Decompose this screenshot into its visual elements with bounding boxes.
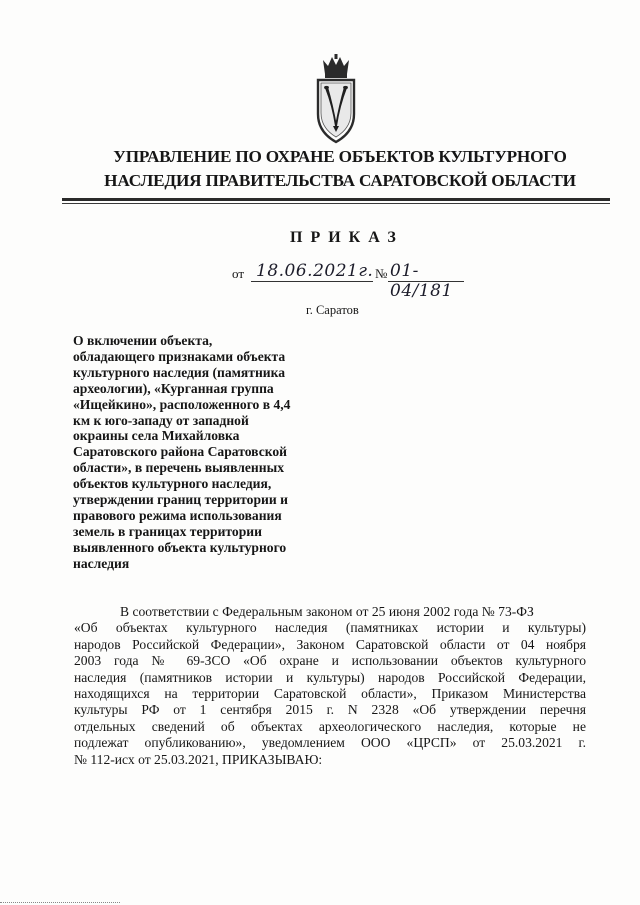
subject-line: км к юго-западу от западной bbox=[73, 412, 249, 428]
body-line: находящихся на территории Саратовской области», Приказом Министерства bbox=[74, 686, 586, 702]
authority-name-line-1: УПРАВЛЕНИЕ ПО ОХРАНЕ ОБЪЕКТОВ КУЛЬТУРНОГО bbox=[113, 147, 567, 166]
body-line: наследия (памятников истории и культуры) народов Российской Федерации, bbox=[74, 669, 586, 685]
subject-line: земель в границах территории bbox=[73, 523, 262, 539]
issue-city: г. Саратов bbox=[306, 303, 359, 317]
order-subject bbox=[73, 333, 373, 572]
body-line: 2003 года № 69-ЗСО «Об охране и использовании объектов культурного bbox=[74, 653, 586, 669]
order-body bbox=[74, 604, 586, 768]
subject-line: правового режима использования bbox=[73, 507, 282, 523]
body-line: отдельных сведений об объектах археологического наследия, которые не bbox=[74, 718, 586, 734]
body-line: № 112-исх от 25.03.2021, ПРИКАЗЫВАЮ: bbox=[74, 751, 323, 767]
subject-line: О включении объекта, bbox=[73, 333, 213, 348]
subject-line: выявленного объекта культурного bbox=[73, 539, 287, 555]
subject-line: объектов культурного наследия, bbox=[73, 476, 272, 492]
authority-name-line-2: НАСЛЕДИЯ ПРАВИТЕЛЬСТВА САРАТОВСКОЙ ОБЛАСТИ bbox=[104, 171, 576, 190]
body-line: В соответствии с Федеральным законом от 25 июня 2002 года № 73-ФЗ bbox=[120, 604, 534, 619]
document-type-title: ПРИКАЗ bbox=[290, 229, 404, 246]
authority-header bbox=[60, 145, 620, 193]
body-line: «Об объектах культурного наследия (памятниках истории и культуры) bbox=[74, 620, 586, 636]
subject-line: утверждении границ территории и bbox=[73, 492, 288, 508]
scan-edge-mark bbox=[0, 901, 120, 903]
subject-line: наследия bbox=[73, 555, 130, 571]
subject-line: окраины села Михайловка bbox=[73, 428, 240, 444]
subject-line: археологии), «Курганная группа bbox=[73, 380, 274, 396]
body-line: культуры РФ от 1 сентября 2015 г. N 2328 «Об утверждении перечня bbox=[74, 702, 586, 718]
order-date-number-line bbox=[232, 261, 472, 301]
saratov-region-coat-of-arms-icon bbox=[314, 54, 358, 144]
header-divider-thin bbox=[62, 203, 610, 204]
subject-line: Саратовского района Саратовской bbox=[73, 444, 288, 460]
number-label: № bbox=[375, 266, 388, 281]
handwritten-date: 18.06.2021г. bbox=[256, 261, 374, 281]
body-line: подлежат опубликованию», уведомлением ООО «ЦРСП» от 25.03.2021 г. bbox=[74, 735, 586, 751]
body-line: народов Российской Федерации», Законом Саратовской области от 04 ноября bbox=[74, 636, 586, 652]
subject-line: обладающего признаками объекта bbox=[73, 348, 286, 364]
handwritten-order-number: 01-04/181 bbox=[390, 261, 453, 301]
subject-line: области», в перечень выявленных bbox=[73, 460, 285, 476]
subject-line: «Ищейкино», расположенного в 4,4 bbox=[73, 396, 291, 412]
header-divider-thick bbox=[62, 198, 610, 201]
subject-line: культурного наследия (памятника bbox=[73, 364, 286, 380]
date-label: от bbox=[232, 266, 245, 281]
